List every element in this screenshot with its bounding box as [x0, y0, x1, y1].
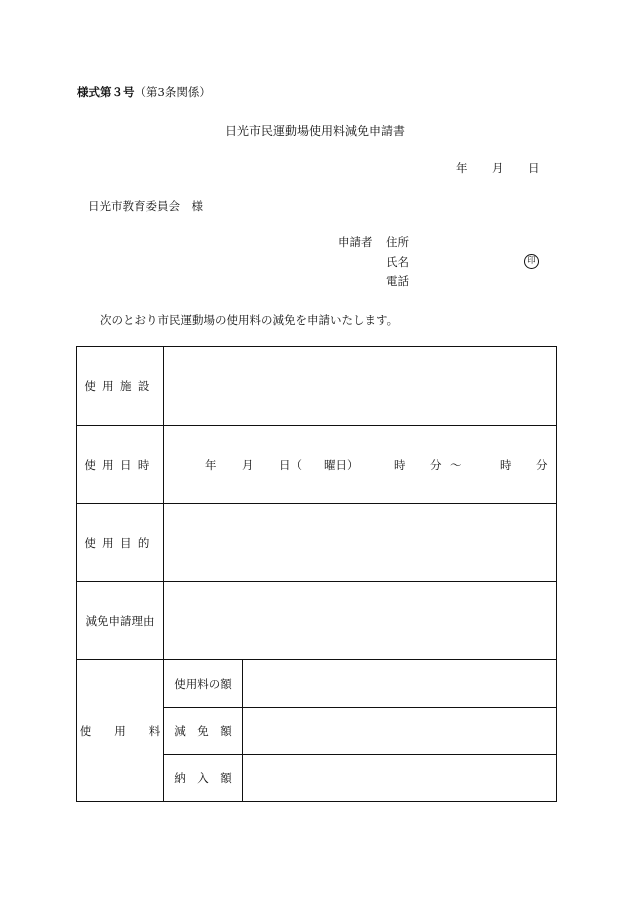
applicant-phone-label: 電話	[386, 274, 409, 288]
applicant-address-label: 住所	[386, 235, 409, 249]
date-day: 日	[528, 161, 540, 175]
fee-amount-field[interactable]	[243, 660, 557, 708]
addressee: 日光市教育委員会 様	[88, 199, 203, 213]
row-datetime	[77, 426, 557, 504]
fee-reduction-field[interactable]	[243, 708, 557, 755]
datetime-label: 使用日時	[77, 426, 164, 504]
intro-text: 次のとおり市民運動場の使用料の減免を申請いたします。	[100, 313, 399, 327]
purpose-field[interactable]	[164, 504, 557, 582]
application-table	[76, 346, 557, 802]
fee-reduction-label: 減 免 額	[164, 708, 243, 755]
fee-label: 使 用 料	[77, 660, 164, 802]
dt-minute-start: 分	[430, 457, 442, 472]
facility-field[interactable]	[164, 347, 557, 426]
date-month: 月	[492, 161, 504, 175]
seal-mark: 印	[524, 254, 539, 269]
datetime-field[interactable]	[164, 426, 557, 504]
row-fee-amount	[77, 660, 557, 708]
applicant-role-label: 申請者	[338, 235, 373, 249]
fee-amount-label: 使用料の額	[164, 660, 243, 708]
dt-weekday-close: 曜日）	[324, 457, 359, 472]
document-title: 日光市民運動場使用料減免申請書	[224, 124, 405, 138]
dt-tilde: ～	[450, 457, 462, 472]
dt-minute-end: 分	[536, 457, 548, 472]
applicant-name-label: 氏名	[386, 255, 409, 269]
row-reason	[77, 582, 557, 660]
form-number-label: 様式第３号	[77, 85, 135, 99]
reason-field[interactable]	[164, 582, 557, 660]
date-year: 年	[456, 161, 468, 175]
form-relation: （第3条関係）	[134, 85, 211, 99]
reason-label: 減免申請理由	[77, 582, 164, 660]
dt-day-open: 日（	[279, 457, 302, 472]
dt-year: 年	[205, 457, 217, 472]
purpose-label: 使用目的	[77, 504, 164, 582]
dt-hour-start: 時	[394, 457, 406, 472]
dt-hour-end: 時	[500, 457, 512, 472]
facility-label: 使用施設	[77, 347, 164, 426]
form-number	[77, 84, 211, 100]
fee-payment-field[interactable]	[243, 755, 557, 802]
row-purpose	[77, 504, 557, 582]
fee-payment-label: 納 入 額	[164, 755, 243, 802]
row-facility	[77, 347, 557, 426]
dt-month: 月	[242, 457, 254, 472]
